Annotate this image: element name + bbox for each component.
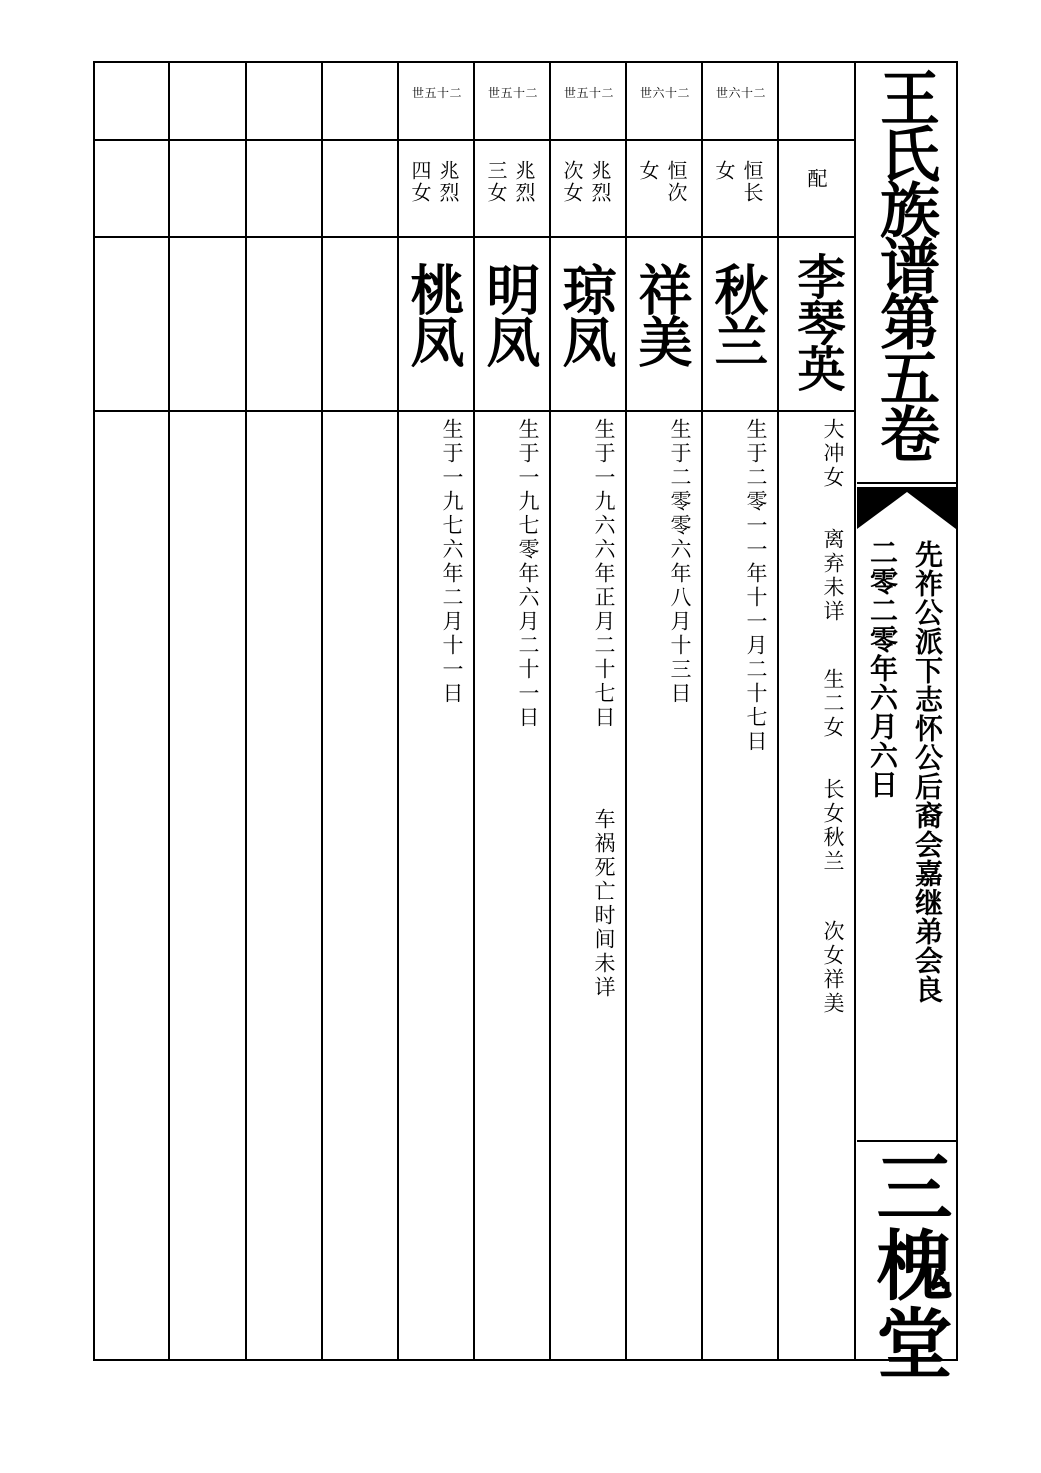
fishtail-banner: [857, 489, 956, 529]
person-name: 秋兰: [706, 262, 770, 366]
detail-text: 生于一九七零年六月二十一日: [516, 418, 540, 730]
person-name: 李琴英: [789, 252, 845, 390]
relation-label: 恒次: [664, 160, 688, 204]
detail-text: 生于一九六六年正月二十七日: [592, 418, 616, 730]
person-name: 桃凤: [402, 262, 466, 366]
detail-text: 次女祥美: [821, 920, 845, 1016]
hall-separator: [857, 1140, 956, 1142]
hall-name: 三槐堂: [864, 1148, 953, 1382]
column-divider: [321, 61, 323, 1361]
detail-text: 生于二零一一年十一月二十七日: [744, 418, 768, 754]
lineage-text: 先祚公派下志怀公后裔会嘉继弟会良: [911, 540, 944, 1004]
detail-text: 大冲女: [821, 418, 845, 490]
relation-label: 配: [804, 168, 828, 188]
generation-label: 世六十二: [715, 86, 766, 100]
detail-text: 长女秋兰: [821, 778, 845, 874]
relation-label: 女: [712, 160, 736, 182]
column-divider: [473, 61, 475, 1361]
column-divider: [701, 61, 703, 1361]
detail-text: 离弃未详: [821, 528, 845, 624]
column-divider: [245, 61, 247, 1361]
relation-label: 女: [636, 160, 660, 182]
relation-label: 兆烈: [512, 160, 536, 204]
generation-label: 世五十二: [411, 86, 462, 100]
relation-label: 三女: [484, 160, 508, 204]
generation-label: 世五十二: [487, 86, 538, 100]
title-panel: [857, 63, 956, 483]
relation-label: 兆烈: [588, 160, 612, 204]
row-divider-relation: [93, 236, 855, 238]
date-text: 二零二零年六月六日: [866, 538, 899, 799]
column-divider: [625, 61, 627, 1361]
person-name: 祥美: [630, 262, 694, 366]
detail-text: 生于二零零六年八月十三日: [668, 418, 692, 706]
person-name: 琼凤: [554, 262, 618, 366]
relation-label: 四女: [408, 160, 432, 204]
title-column-divider: [854, 61, 856, 1361]
generation-label: 世五十二: [563, 86, 614, 100]
detail-text: 生二女: [821, 668, 845, 740]
column-divider: [777, 61, 779, 1361]
generation-label: 世六十二: [639, 86, 690, 100]
row-divider-name: [93, 410, 855, 412]
detail-text: 车祸死亡时间未详: [592, 808, 616, 1000]
column-divider: [549, 61, 551, 1361]
relation-label: 兆烈: [436, 160, 460, 204]
relation-label: 恒长: [740, 160, 764, 204]
title-separator: [857, 482, 956, 484]
column-divider: [168, 61, 170, 1361]
relation-label: 次女: [560, 160, 584, 204]
detail-text: 生于一九七六年二月十一日: [440, 418, 464, 706]
column-divider: [397, 61, 399, 1361]
book-title: 王氏族谱第五卷: [870, 67, 940, 459]
person-name: 明凤: [478, 262, 542, 366]
row-divider-generation: [93, 139, 855, 141]
